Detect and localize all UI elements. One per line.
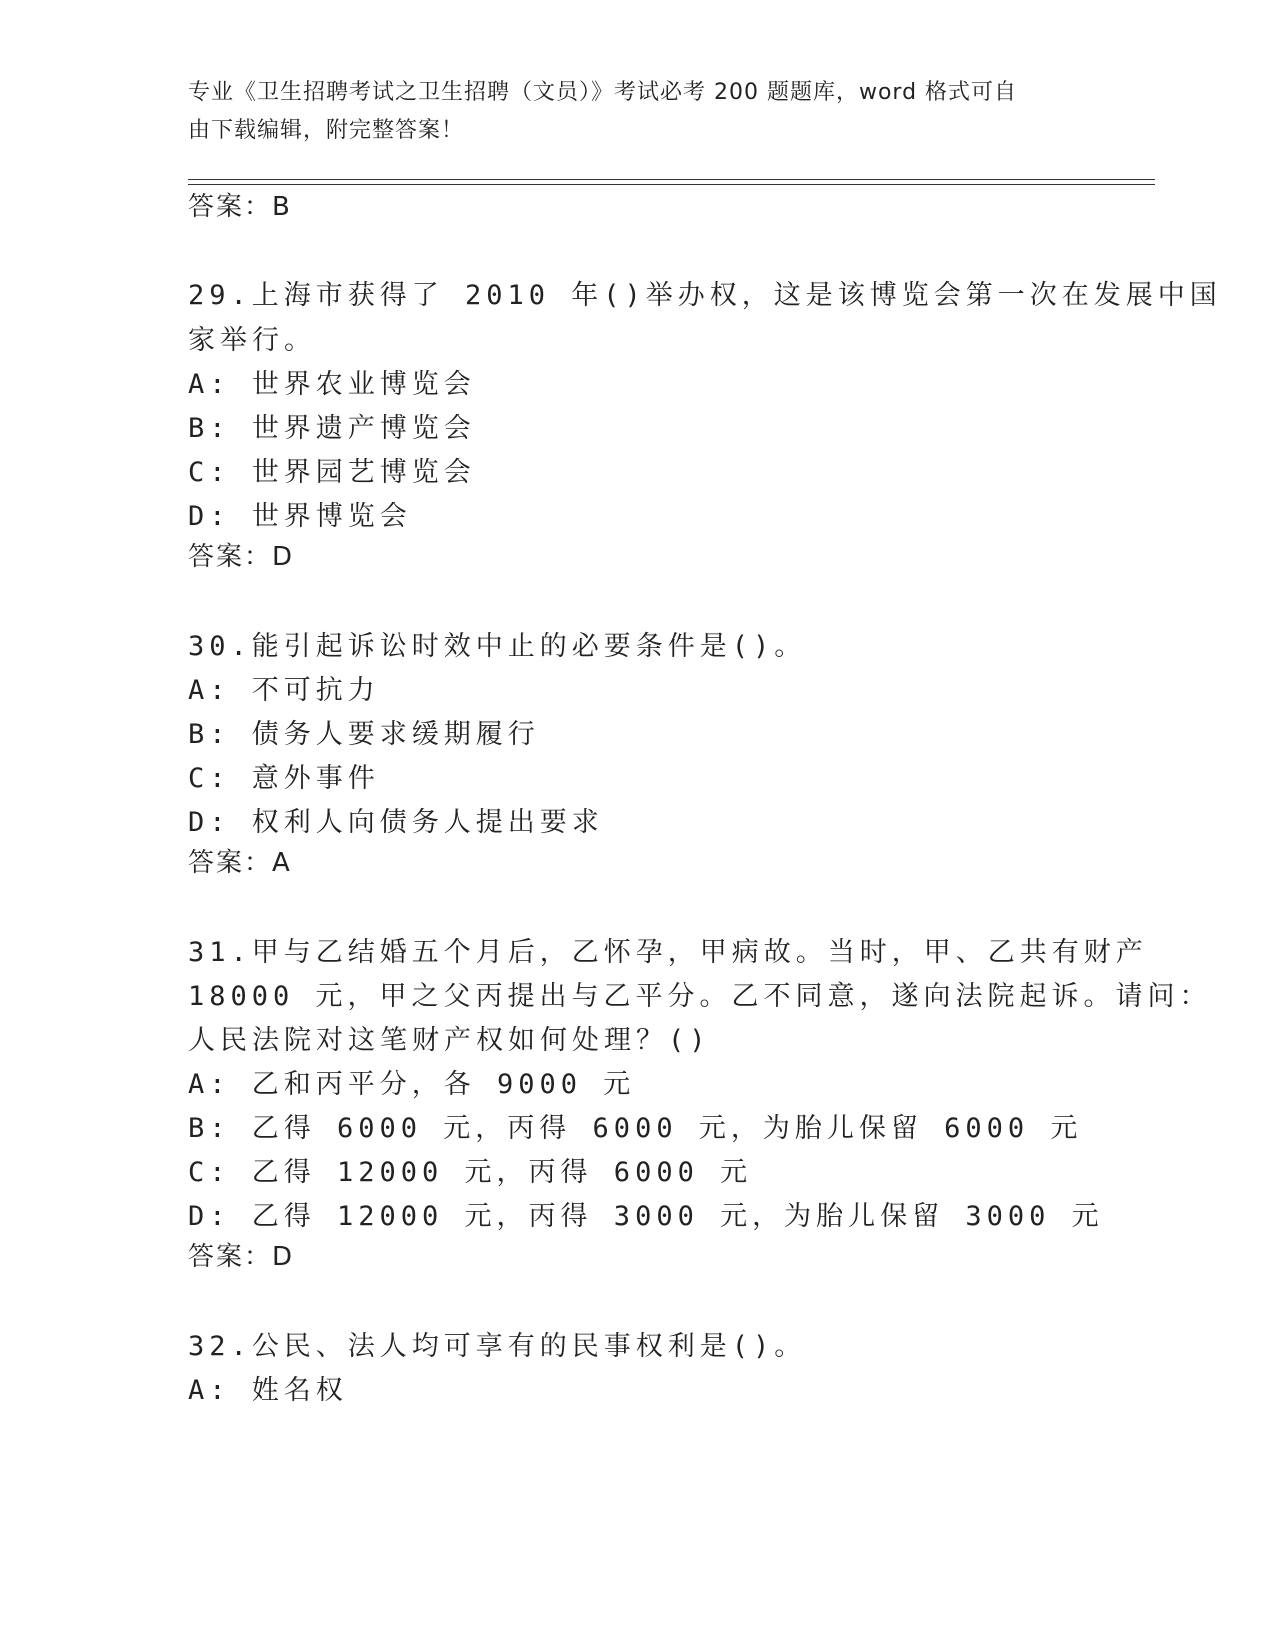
previous-answer: 答案：B [188,192,292,222]
question-30-option-c: C: 意外事件 [188,763,380,794]
question-29-option-a: A: 世界农业博览会 [188,369,476,400]
question-29-answer: 答案：D [188,542,295,572]
header-divider-bottom [188,184,1155,185]
question-31-line-3: 人民法院对这笔财产权如何处理？() [188,1025,711,1056]
question-29-line-2: 家举行。 [188,325,316,356]
question-30-option-a: A: 不可抗力 [188,675,380,706]
question-29-option-d: D: 世界博览会 [188,501,412,532]
question-30-option-b: B: 债务人要求缓期履行 [188,719,540,750]
header-divider-top [188,179,1155,180]
question-31-option-a: A: 乙和丙平分，各 9000 元 [188,1069,636,1100]
question-31-option-c: C: 乙得 12000 元，丙得 6000 元 [188,1157,753,1188]
question-31-answer: 答案：D [188,1242,295,1272]
question-32-option-a: A: 姓名权 [188,1375,348,1406]
question-32-line-1: 32.公民、法人均可享有的民事权利是()。 [188,1331,807,1362]
question-30-option-d: D: 权利人向债务人提出要求 [188,807,604,838]
header-line-1: 专业《卫生招聘考试之卫生招聘（文员）》考试必考 200 题题库，word 格式可自 [188,80,1018,105]
document-header [188,74,1068,150]
question-30-answer: 答案：A [188,848,292,878]
header-line-2: 由下载编辑，附完整答案！ [188,118,465,143]
question-30-line-1: 30.能引起诉讼时效中止的必要条件是()。 [188,631,807,662]
question-31-option-b: B: 乙得 6000 元，丙得 6000 元，为胎儿保留 6000 元 [188,1113,1083,1144]
question-29-option-c: C: 世界园艺博览会 [188,457,476,488]
question-29-option-b: B: 世界遗产博览会 [188,413,476,444]
question-31-line-2: 18000 元，甲之父丙提出与乙平分。乙不同意，遂向法院起诉。请问： [188,981,1212,1012]
question-29-line-1: 29.上海市获得了 2010 年()举办权，这是该博览会第一次在发展中国 [188,280,1222,311]
question-31-line-1: 31.甲与乙结婚五个月后，乙怀孕，甲病故。当时，甲、乙共有财产 [188,937,1148,968]
question-31-option-d: D: 乙得 12000 元，丙得 3000 元，为胎儿保留 3000 元 [188,1201,1104,1232]
